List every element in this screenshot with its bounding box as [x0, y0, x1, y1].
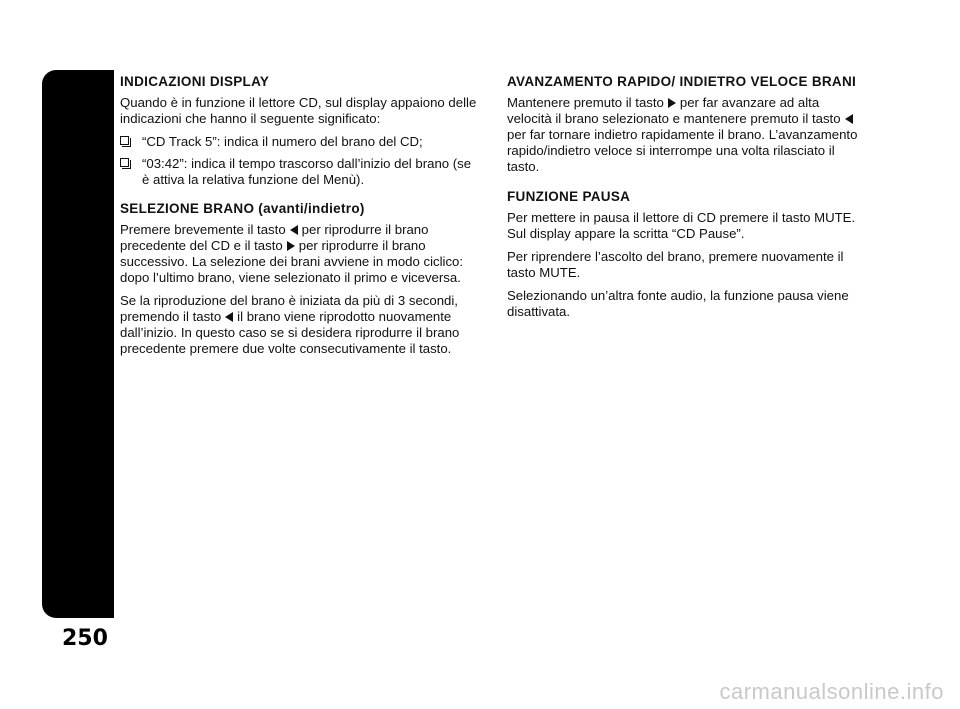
list-item-text: “03:42”: indica il tempo trascorso dall’inizio del brano (se è attiva la relativa funzione del Menù). [142, 156, 472, 187]
triangle-left-icon [225, 312, 233, 322]
heading-indicazioni-display: INDICAZIONI DISPLAY [120, 74, 270, 89]
paragraph-selezione-1 [120, 222, 480, 286]
paragraph-display-intro: Quando è in funzione il lettore CD, sul display appaiono delle indicazioni che hanno il seguente significato: [120, 95, 477, 126]
checkbox-bullet-icon [120, 158, 129, 167]
text-span: Premere brevemente il tasto [120, 222, 286, 237]
paragraph-selezione-2 [120, 293, 480, 357]
triangle-left-icon [290, 225, 298, 235]
text-span: per riprodurre il brano successivo. La selezione dei brani avviene in modo ciclico: dopo l’ultimo brano, viene selezionato il primo e viceversa. [120, 238, 464, 285]
triangle-right-icon [668, 98, 676, 108]
chapter-label: AUTORADIO [114, 378, 126, 442]
paragraph-pausa-2: Per riprendere l’ascolto del brano, premere nuovamente il tasto MUTE. [507, 249, 844, 280]
watermark: carmanualsonline.info [719, 679, 944, 704]
text-span: per riprodurre il brano precedente del CD e il tasto [120, 222, 429, 253]
chapter-side-tab [42, 70, 126, 618]
triangle-left-icon [845, 114, 853, 124]
heading-avanzamento-rapido: AVANZAMENTO RAPIDO/ INDIETRO VELOCE BRANI [507, 74, 857, 89]
left-column [120, 74, 480, 364]
text-span: il brano viene riprodotto nuovamente dall’inizio. In questo caso se si desidera riprodurre il brano precedente premere due volte consecutivamente il tasto. [120, 309, 460, 356]
list-item-text: “CD Track 5”: indica il numero del brano del CD; [142, 134, 423, 149]
text-span: Se la riproduzione del brano è iniziata da più di 3 secondi, premendo il tasto [120, 293, 458, 324]
list-item [120, 134, 480, 150]
checkbox-bullet-icon [120, 136, 129, 145]
heading-selezione-brano: SELEZIONE BRANO (avanti/indietro) [120, 201, 365, 216]
triangle-right-icon [287, 241, 295, 251]
paragraph-pausa-3: Selezionando un’altra fonte audio, la funzione pausa viene disattivata. [507, 288, 849, 319]
text-span: per far avanzare ad alta velocità il brano selezionato e mantenere premuto il tasto [507, 95, 841, 126]
paragraph-pausa-1: Per mettere in pausa il lettore di CD premere il tasto MUTE. Sul display appare la scritta “CD Pause”. [507, 210, 856, 241]
list-item [120, 156, 480, 188]
page-number: 250 [62, 626, 108, 651]
text-span: per far tornare indietro rapidamente il brano. L’avanzamento rapido/indietro veloce si interrompe una volta rilasciato il tasto. [507, 127, 858, 174]
paragraph-avanzamento [507, 95, 867, 175]
text-span: Mantenere premuto il tasto [507, 95, 664, 110]
heading-funzione-pausa: FUNZIONE PAUSA [507, 189, 631, 204]
right-column [507, 74, 867, 327]
